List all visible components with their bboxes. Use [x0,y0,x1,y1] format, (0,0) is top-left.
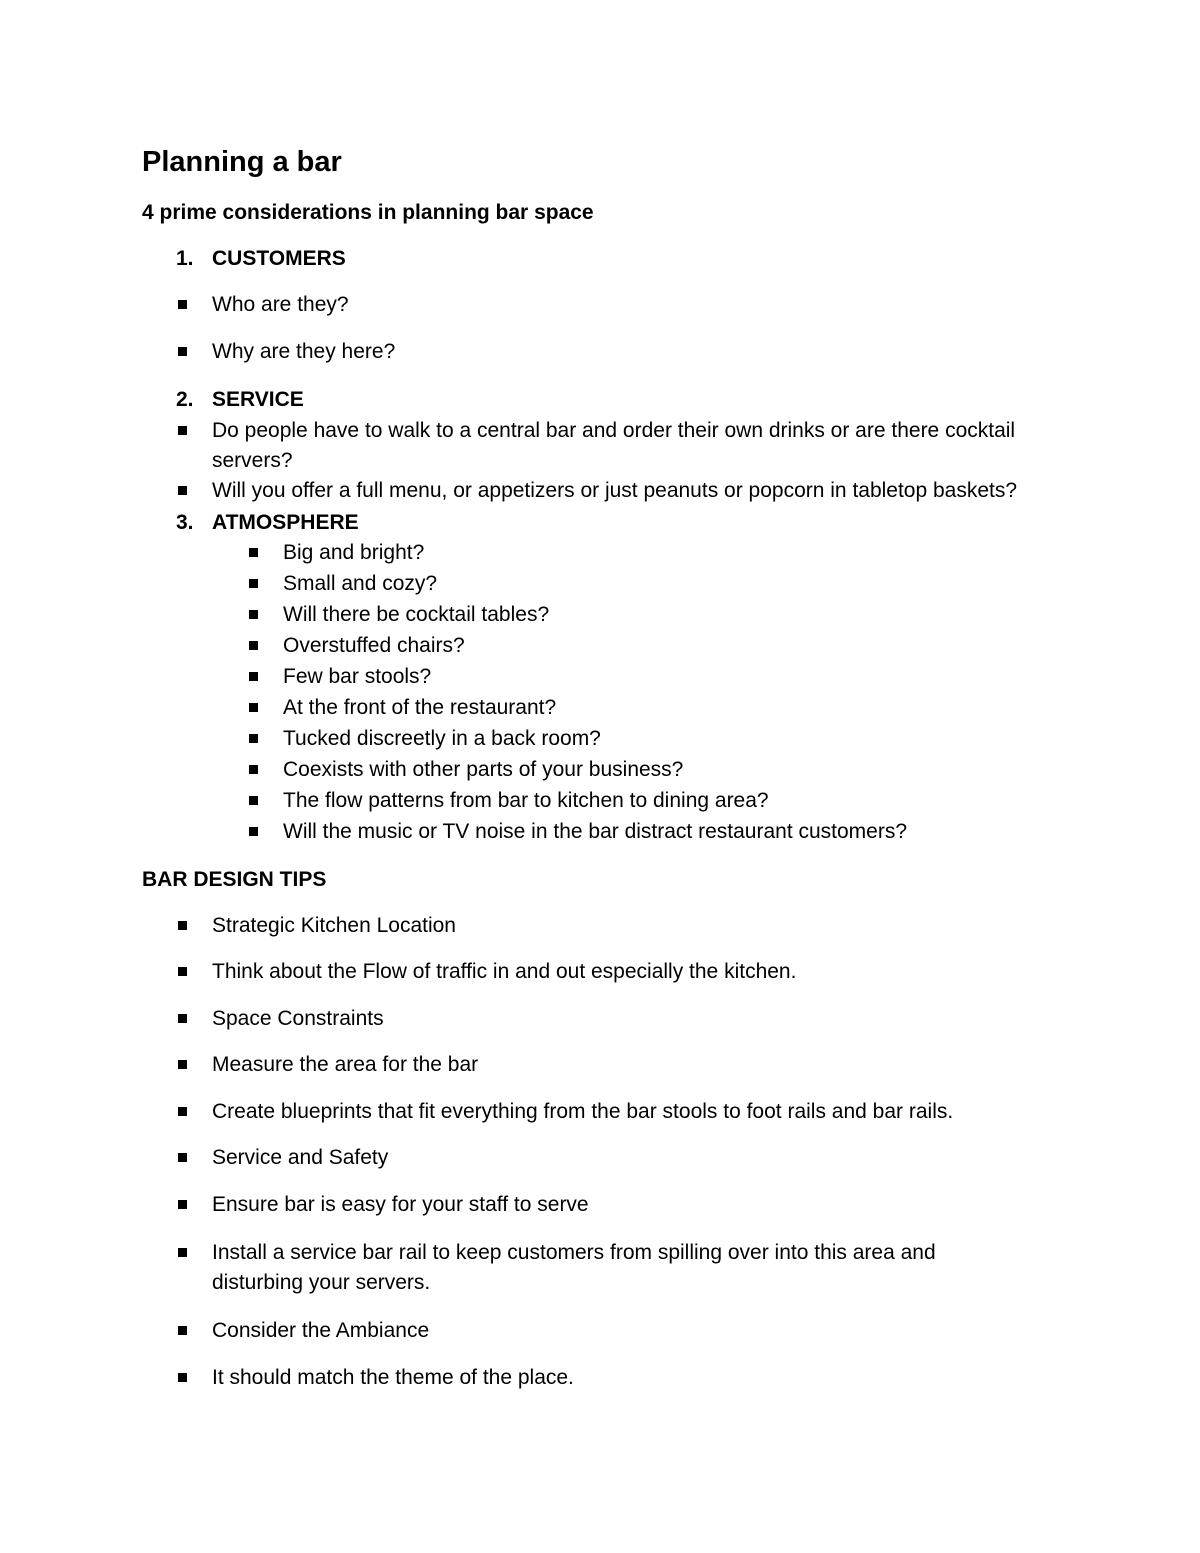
list-item: Measure the area for the bar [212,1053,479,1076]
list-item: Big and bright? [283,541,425,564]
list-item: Install a service bar rail to keep customers from spilling over into this area and disturbing your servers. [212,1241,936,1294]
square-bullet-icon [178,1326,187,1335]
list-item: Few bar stools? [283,665,432,688]
section-number-1: 1. [176,247,194,270]
list-item: At the front of the restaurant? [283,696,557,719]
list-item: Overstuffed chairs? [283,634,465,657]
list-item: The flow patterns from bar to kitchen to dining area? [283,789,769,812]
square-bullet-icon [178,1107,187,1116]
list-item: Consider the Ambiance [212,1319,430,1342]
list-item: Ensure bar is easy for your staff to serve [212,1193,589,1216]
list-item: Will there be cocktail tables? [283,603,550,626]
square-bullet-icon [249,672,258,681]
list-item: Will you offer a full menu, or appetizers or just peanuts or popcorn in tabletop baskets? [212,479,1018,502]
list-item: Coexists with other parts of your business? [283,758,684,781]
section-number-2: 2. [176,388,194,411]
square-bullet-icon [178,1014,187,1023]
square-bullet-icon [249,827,258,836]
square-bullet-icon [249,796,258,805]
square-bullet-icon [178,967,187,976]
square-bullet-icon [178,1060,187,1069]
square-bullet-icon [249,548,258,557]
square-bullet-icon [178,426,187,435]
square-bullet-icon [178,347,187,356]
square-bullet-icon [249,610,258,619]
list-item: Who are they? [212,293,349,316]
square-bullet-icon [249,703,258,712]
list-item: Strategic Kitchen Location [212,914,456,937]
square-bullet-icon [178,1373,187,1382]
square-bullet-icon [249,765,258,774]
document-title: Planning a bar [142,146,342,178]
list-item: Tucked discreetly in a back room? [283,727,601,750]
list-item: Space Constraints [212,1007,384,1030]
document-subtitle: 4 prime considerations in planning bar space [142,201,594,224]
list-item: Small and cozy? [283,572,438,595]
square-bullet-icon [249,734,258,743]
square-bullet-icon [178,486,187,495]
list-item: Do people have to walk to a central bar and order their own drinks or are there cocktail servers? [212,419,1016,472]
list-item: Think about the Flow of traffic in and out especially the kitchen. [212,960,797,983]
square-bullet-icon [249,641,258,650]
square-bullet-icon [178,921,187,930]
square-bullet-icon [178,1248,187,1257]
square-bullet-icon [249,579,258,588]
square-bullet-icon [178,1153,187,1162]
square-bullet-icon [178,1200,187,1209]
list-item: It should match the theme of the place. [212,1366,574,1389]
square-bullet-icon [178,300,187,309]
list-item: Why are they here? [212,340,396,363]
section-heading-customers: CUSTOMERS [212,247,346,270]
list-item: Create blueprints that fit everything from the bar stools to foot rails and bar rails. [212,1100,954,1123]
section-number-3: 3. [176,511,194,534]
section-heading-service: SERVICE [212,388,304,411]
list-item: Will the music or TV noise in the bar distract restaurant customers? [283,820,908,843]
section-heading-atmosphere: ATMOSPHERE [212,511,359,534]
list-item: Service and Safety [212,1146,389,1169]
tips-heading: BAR DESIGN TIPS [142,868,327,891]
